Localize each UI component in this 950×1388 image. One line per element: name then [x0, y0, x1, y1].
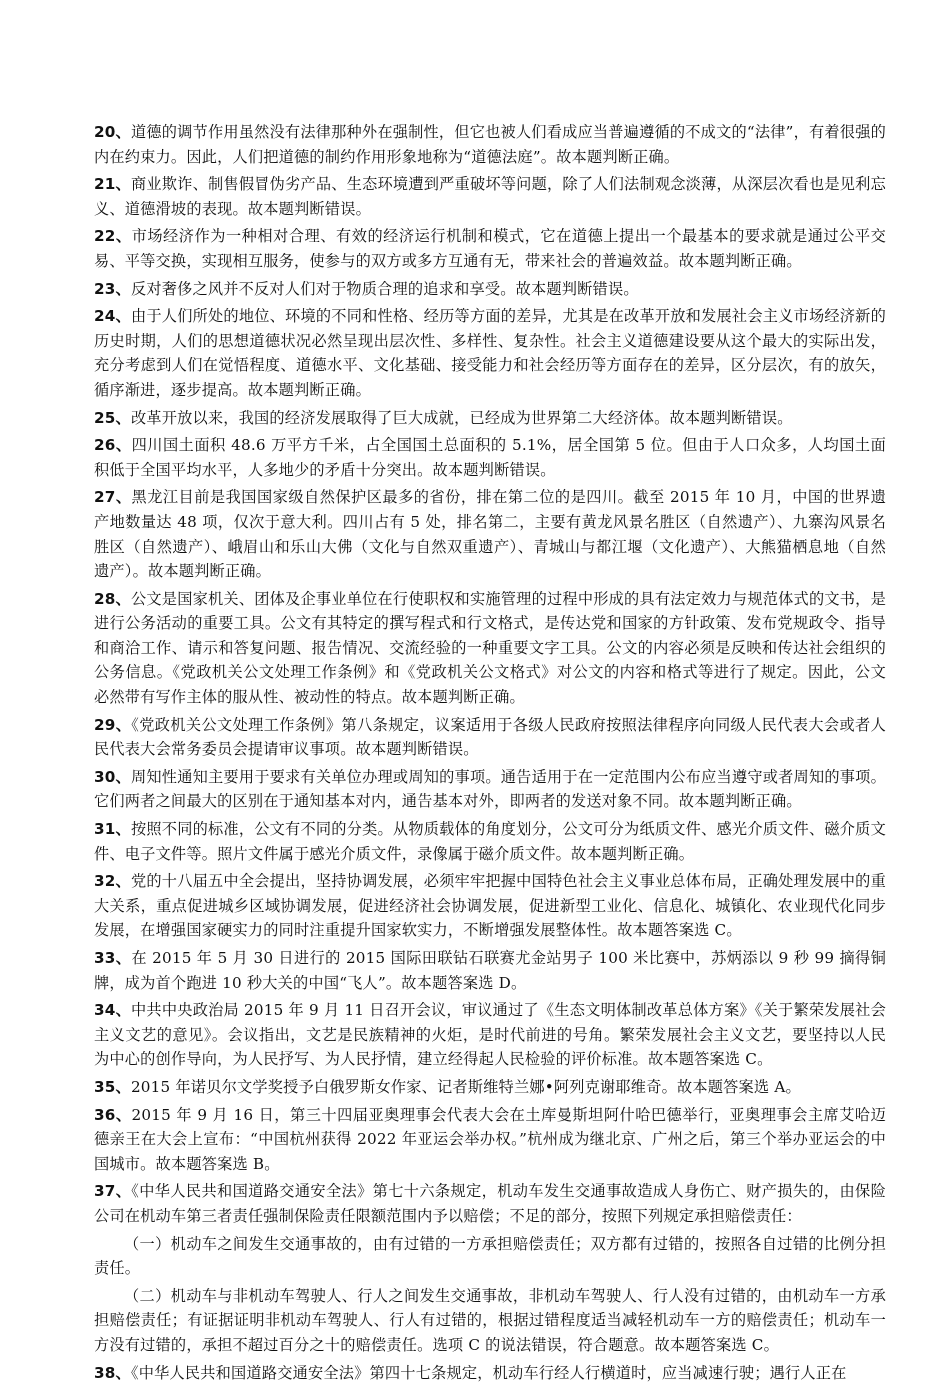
item-number: 21、: [94, 175, 131, 194]
answer-item-38: [94, 1361, 886, 1386]
answer-item-34: [94, 998, 886, 1072]
item-text: 2015 年 9 月 16 日，第三十四届亚奥理事会代表大会在土库曼斯坦阿什哈巴德举行，亚奥理事会主席艾哈迈德亲王在大会上宣布：“中国杭州获得 2022 年亚运会举办权。”杭州成为继北京、广州之后，第三个举办亚运会的中国城市。故本题答案选 B。: [94, 1105, 886, 1173]
answer-item-21: [94, 172, 886, 221]
item-number: 37、: [94, 1182, 132, 1201]
item-text: 中共中央政治局 2015 年 9 月 11 日召开会议，审议通过了《生态文明体制改革总体方案》《关于繁荣发展社会主义文艺的意见》。会议指出，文艺是民族精神的火炬，是时代前进的号角。繁荣发展社会主义文艺，要坚持以人民为中心的创作导向，为人民抒写、为人民抒情，建立经得起人民检验的评价标准。故本题答案选 C。: [94, 1001, 886, 1069]
item-number: 28、: [94, 589, 131, 608]
law-clause-2: （二）机动车与非机动车驾驶人、行人之间发生交通事故，非机动车驾驶人、行人没有过错的，由机动车一方承担赔偿责任；有证据证明非机动车驾驶人、行人有过错的，根据过错程度适当减轻机动车一方的赔偿责任；机动车一方没有过错的，承担不超过百分之十的赔偿责任。选项 C 的说法错误，符合题意。故本题答案选 C。: [94, 1286, 886, 1354]
item-number: 24、: [94, 307, 131, 326]
document-body: [94, 120, 886, 1388]
item-number: 27、: [94, 488, 132, 507]
answer-item-22: [94, 224, 886, 273]
item-number: 32、: [94, 872, 131, 891]
item-text: 按照不同的标准，公文有不同的分类。从物质载体的角度划分，公文可分为纸质文件、感光介质文件、磁介质文件、电子文件等。照片文件属于感光介质文件，录像属于磁介质文件。故本题判断正确。: [94, 820, 886, 863]
answer-item-24: [94, 304, 886, 402]
answer-item-25: [94, 406, 886, 431]
answer-item-33: [94, 946, 886, 995]
item-text: 《中华人民共和国道路交通安全法》第七十六条规定，机动车发生交通事故造成人身伤亡、财产损失的，由保险公司在机动车第三者责任强制保险责任限额范围内予以赔偿；不足的部分，按照下列规定承担赔偿责任：: [94, 1182, 886, 1225]
item-number: 22、: [94, 227, 132, 246]
item-number: 33、: [94, 949, 132, 967]
answer-item-28: [94, 587, 886, 710]
item-number: 31、: [94, 820, 131, 839]
item-text: 公文是国家机关、团体及企事业单位在行使职权和实施管理的过程中形成的具有法定效力与规范体式的文书，是进行公务活动的重要工具。公文有其特定的撰写程式和行文格式，是传达党和国家的方针政策、发布党规政令、指导和商洽工作、请示和答复问题、报告情况、交流经验的一种重要文字工具。公文的内容必须是反映和传达社会组织的公务信息。《党政机关公文处理工作条例》和《党政机关公文格式》对公文的内容和格式等进行了规定。因此，公文必然带有写作主体的服从性、被动性的特点。故本题判断正确。: [94, 589, 886, 707]
item-text: 《中华人民共和国道路交通安全法》第四十七条规定，机动车行经人行横道时，应当减速行驶；遇行人正在: [130, 1363, 847, 1382]
item-text: 黑龙江目前是我国国家级自然保护区最多的省份，排在第二位的是四川。截至 2015 年 10 月，中国的世界遗产地数量达 48 项，仅次于意大利。四川占有 5 处，排名第二，主要有黄龙风景名胜区（自然遗产）、九寨沟风景名胜区（自然遗产）、峨眉山和乐山大佛（文化与自然双重遗产）、青城山与都江堰（文化遗产）、大熊猫栖息地（自然遗产）。故本题判断正确。: [94, 488, 886, 581]
item-text: 四川国土面积 48.6 万平方千米，占全国国土总面积的 5.1%，居全国第 5 位。但由于人口众多，人均国土面积低于全国平均水平，人多地少的矛盾十分突出。故本题判断错误。: [94, 436, 886, 479]
item-text: 周知性通知主要用于要求有关单位办理或周知的事项。通告适用于在一定范围内公布应当遵守或者周知的事项。它们两者之间最大的区别在于通知基本对内，通告基本对外，即两者的发送对象不同。故本题判断正确。: [94, 767, 886, 811]
answer-item-37: [94, 1179, 886, 1228]
item-text: 市场经济作为一种相对合理、有效的经济运行机制和模式，它在道德上提出一个最基本的要求就是通过公平交易、平等交换，实现相互服务，使参与的双方或多方互通有无，带来社会的普遍效益。故本题判断正确。: [94, 227, 886, 270]
answer-item-26: [94, 433, 886, 482]
item-number: 23、: [94, 279, 131, 298]
item-text: 党的十八届五中全会提出，坚持协调发展，必须牢牢把握中国特色社会主义事业总体布局，正确处理发展中的重大关系，重点促进城乡区域协调发展，促进经济社会协调发展，促进新型工业化、信息化、城镇化、农业现代化同步发展，在增强国家硬实力的同时注重提升国家软实力，不断增强发展整体性。故本题答案选 C。: [94, 872, 886, 940]
answer-item-20: [94, 120, 886, 169]
item-number: 20、: [94, 123, 131, 141]
law-clause-1: （一）机动车之间发生交通事故的，由有过错的一方承担赔偿责任；双方都有过错的，按照各自过错的比例分担责任。: [94, 1234, 886, 1278]
item-number: 25、: [94, 408, 131, 427]
item-text: 改革开放以来，我国的经济发展取得了巨大成就，已经成为世界第二大经济体。故本题判断错误。: [130, 408, 793, 427]
item-number: 26、: [94, 436, 132, 455]
item-text: 《党政机关公文处理工作条例》第八条规定，议案适用于各级人民政府按照法律程序向同级人民代表大会或者人民代表大会常务委员会提请审议事项。故本题判断错误。: [94, 715, 886, 759]
answer-item-27: [94, 485, 886, 583]
answer-item-36: [94, 1103, 886, 1177]
item-text: 在 2015 年 5 月 30 日进行的 2015 国际田联钻石联赛尤金站男子 100 米比赛中，苏炳添以 9 秒 99 摘得铜牌，成为首个跑进 10 秒大关的中国“飞人”。故本题答案选 D。: [94, 949, 886, 992]
item-text: 2015 年诺贝尔文学奖授予白俄罗斯女作家、记者斯维特兰娜•阿列克谢耶维奇。故本题答案选 A。: [130, 1077, 801, 1096]
item-text: 由于人们所处的地位、环境的不同和性格、经历等方面的差异，尤其是在改革开放和发展社会主义市场经济新的历史时期，人们的思想道德状况必然呈现出层次性、多样性、复杂性。社会主义道德建设要从这个最大的实际出发，充分考虑到人们在觉悟程度、道德水平、文化基础、接受能力和社会经历等方面存在的差异，区分层次，有的放矢，循序渐进，逐步提高。故本题判断正确。: [94, 307, 886, 399]
item-text: 道德的调节作用虽然没有法律那种外在强制性，但它也被人们看成应当普遍遵循的不成文的“法律”，有着很强的内在约束力。因此，人们把道德的制约作用形象地称为“道德法庭”。故本题判断正确。: [94, 123, 886, 166]
item-number: 35、: [94, 1077, 131, 1096]
answer-item-31: [94, 817, 886, 866]
answer-item-29: [94, 713, 886, 762]
item-number: 29、: [94, 715, 132, 734]
answer-item-35: [94, 1075, 886, 1100]
answer-item-23: [94, 277, 886, 302]
item-number: 30、: [94, 767, 131, 786]
item-number: 36、: [94, 1105, 132, 1124]
answer-item-32: [94, 869, 886, 943]
item-number: 34、: [94, 1001, 131, 1020]
item-number: 38、: [94, 1363, 131, 1382]
item-text: 反对奢侈之风并不反对人们对于物质合理的追求和享受。故本题判断错误。: [130, 279, 639, 298]
answer-item-30: [94, 765, 886, 814]
item-text: 商业欺诈、制售假冒伪劣产品、生态环境遭到严重破坏等问题，除了人们法制观念淡薄，从深层次看也是见利忘义、道德滑坡的表现。故本题判断错误。: [94, 175, 886, 218]
